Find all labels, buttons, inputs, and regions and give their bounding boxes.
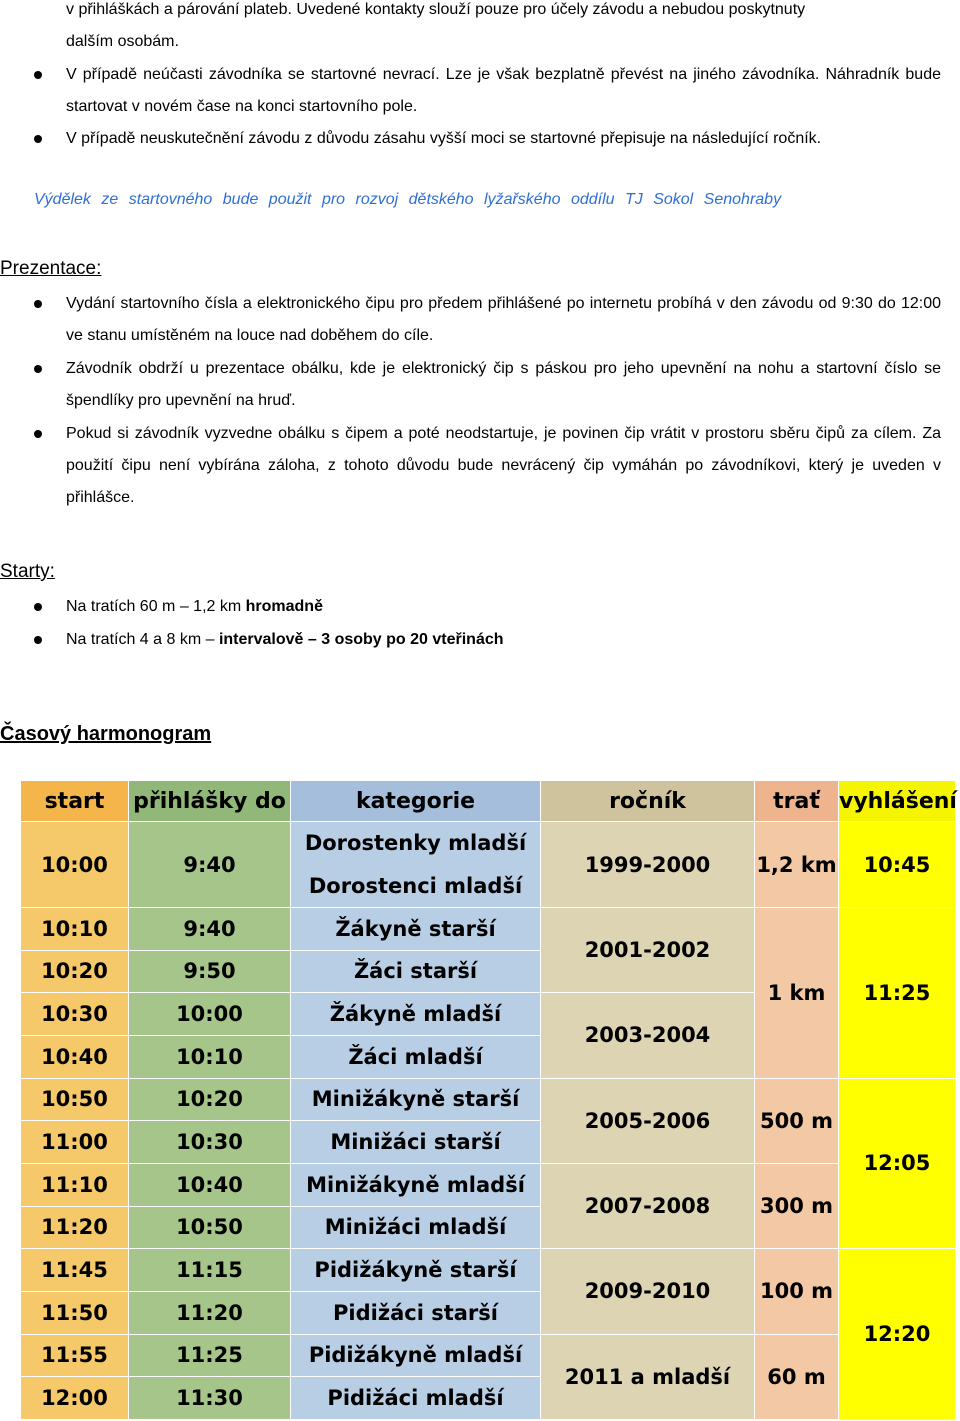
intro-bullet-2: V případě neuskutečnění závodu z důvodu zásahu vyšší moci se startovné přepisuje na následující ročník. [66, 130, 822, 147]
harmonogram-heading: Časový harmonogram [0, 723, 212, 745]
starty-item-1-emphasis: hromadně [245, 598, 323, 615]
trat-cell: 60 m [755, 1334, 839, 1419]
start-cell: 11:50 [21, 1291, 129, 1334]
table-row [21, 1249, 956, 1292]
starty-item-1-prefix: Na tratích 60 m – 1,2 km [66, 598, 246, 615]
start-cell: 11:20 [21, 1206, 129, 1249]
trat-cell: 1 km [755, 908, 839, 1079]
vyhlaseni-cell: 11:25 [839, 908, 956, 1079]
kategorie-label: Dorostenky mladší [304, 831, 527, 856]
kategorie-cell: Pidižákyně mladší [291, 1334, 541, 1377]
kategorie-cell: Pidižákyně starší [291, 1249, 541, 1292]
bullet-icon [34, 430, 42, 438]
prihlasky-cell: 11:30 [129, 1377, 291, 1420]
prihlasky-cell: 10:30 [129, 1121, 291, 1164]
table-row [21, 1078, 956, 1121]
kategorie-cell: Žáci mladší [291, 1035, 541, 1078]
start-cell: 10:20 [21, 950, 129, 993]
kategorie-cell: Žákyně starší [291, 908, 541, 951]
bullet-icon [34, 603, 42, 611]
prihlasky-cell: 9:40 [129, 822, 291, 908]
col-header-prihlasky: přihlášky do [129, 781, 291, 822]
col-header-start: start [21, 781, 129, 822]
kategorie-cell: Minižákyně starší [291, 1078, 541, 1121]
start-cell: 11:00 [21, 1121, 129, 1164]
kategorie-cell: Minižáci mladší [291, 1206, 541, 1249]
rocnik-cell: 1999-2000 [541, 822, 755, 908]
table-row [21, 822, 956, 908]
trat-cell: 300 m [755, 1163, 839, 1248]
rocnik-cell: 2009-2010 [541, 1249, 755, 1334]
trat-cell: 100 m [755, 1249, 839, 1334]
starty-item-2-prefix: Na tratích 4 a 8 km – [66, 631, 219, 648]
prezentace-bullet-2: Závodník obdrží u prezentace obálku, kde je elektronický čip s páskou pro jeho upevnění na nohu a startovní číslo se špendlíky pro upevnění na hruď. [66, 360, 941, 409]
bullet-icon [34, 71, 42, 79]
rocnik-cell: 2011 a mladší [541, 1334, 755, 1419]
col-header-kategorie: kategorie [291, 781, 541, 822]
starty-heading: Starty: [0, 561, 55, 582]
start-cell: 10:10 [21, 908, 129, 951]
intro-bullet-1: V případě neúčasti závodníka se startovné nevrací. Lze je však bezplatně převést na jiného závodníka. Náhradník bude startovat v novém čase na konci startovního pole. [66, 66, 941, 115]
trat-cell: 1,2 km [755, 822, 839, 908]
prezentace-heading: Prezentace: [0, 258, 102, 279]
start-cell: 10:30 [21, 993, 129, 1036]
col-header-vyhlaseni: vyhlášení [839, 781, 956, 822]
trat-cell: 500 m [755, 1078, 839, 1163]
start-cell: 11:55 [21, 1334, 129, 1377]
starty-item-2 [66, 624, 941, 656]
table-row [21, 1163, 956, 1206]
prihlasky-cell: 9:50 [129, 950, 291, 993]
prihlasky-cell: 10:20 [129, 1078, 291, 1121]
bullet-icon [34, 300, 42, 308]
start-cell: 11:45 [21, 1249, 129, 1292]
intro-line-1: v přihláškách a párování plateb. Uvedené kontakty slouží pouze pro účely závodu a nebudou poskytnuty [66, 1, 806, 18]
start-cell: 10:00 [21, 822, 129, 908]
starty-item-2-emphasis: intervalově – 3 osoby po 20 vteřinách [218, 631, 504, 648]
bullet-icon [34, 365, 42, 373]
vyhlaseni-cell: 12:05 [839, 1078, 956, 1249]
prihlasky-cell: 10:50 [129, 1206, 291, 1249]
kategorie-cell: Žáci starší [291, 950, 541, 993]
prihlasky-cell: 11:20 [129, 1291, 291, 1334]
col-header-trat: trať [755, 781, 839, 822]
vyhlaseni-cell: 10:45 [839, 822, 956, 908]
schedule-table [20, 780, 956, 1420]
kategorie-cell: Žákyně mladší [291, 993, 541, 1036]
prihlasky-cell: 10:10 [129, 1035, 291, 1078]
vyhlaseni-cell: 12:20 [839, 1249, 956, 1420]
kategorie-cell: Minižáci starší [291, 1121, 541, 1164]
rocnik-cell: 2003-2004 [541, 993, 755, 1078]
col-header-rocnik: ročník [541, 781, 755, 822]
prihlasky-cell: 10:40 [129, 1163, 291, 1206]
prihlasky-cell: 11:15 [129, 1249, 291, 1292]
table-row [21, 1334, 956, 1377]
prihlasky-cell: 10:00 [129, 993, 291, 1036]
kategorie-cell: Pidižáci starší [291, 1291, 541, 1334]
prezentace-bullet-3: Pokud si závodník vyzvedne obálku s čipem a poté neodstartuje, je povinen čip vrátit v prostoru sběru čipů za cílem. Za použití čipu není vybírána záloha, z tohoto důvodu bude nevrácený čip vymáhán po závodníkovi, který je uveden v přihlášce. [66, 425, 941, 506]
rocnik-cell: 2001-2002 [541, 908, 755, 993]
kategorie-cell: Pidižáci mladší [291, 1377, 541, 1420]
bullet-icon [34, 135, 42, 143]
highlight-note: Výdělek ze startovného bude použit pro rozvoj dětského lyžařského oddílu TJ Sokol Senohraby [34, 191, 782, 208]
start-cell: 10:50 [21, 1078, 129, 1121]
rocnik-cell: 2005-2006 [541, 1078, 755, 1163]
schedule-header-row [21, 781, 956, 822]
starty-item-1 [66, 591, 941, 623]
start-cell: 12:00 [21, 1377, 129, 1420]
kategorie-cell [291, 822, 541, 908]
prezentace-bullet-1: Vydání startovního čísla a elektronického čipu pro předem přihlášené po internetu probíhá v den závodu od 9:30 do 12:00 ve stanu umístěném na louce nad doběhem do cíle. [66, 295, 941, 344]
table-row [21, 908, 956, 951]
intro-line-2: dalším osobám. [66, 33, 179, 50]
prihlasky-cell: 11:25 [129, 1334, 291, 1377]
rocnik-cell: 2007-2008 [541, 1163, 755, 1248]
start-cell: 10:40 [21, 1035, 129, 1078]
prihlasky-cell: 9:40 [129, 908, 291, 951]
start-cell: 11:10 [21, 1163, 129, 1206]
kategorie-cell: Minižákyně mladší [291, 1163, 541, 1206]
kategorie-label: Dorostenci mladší [308, 873, 523, 898]
bullet-icon [34, 636, 42, 644]
